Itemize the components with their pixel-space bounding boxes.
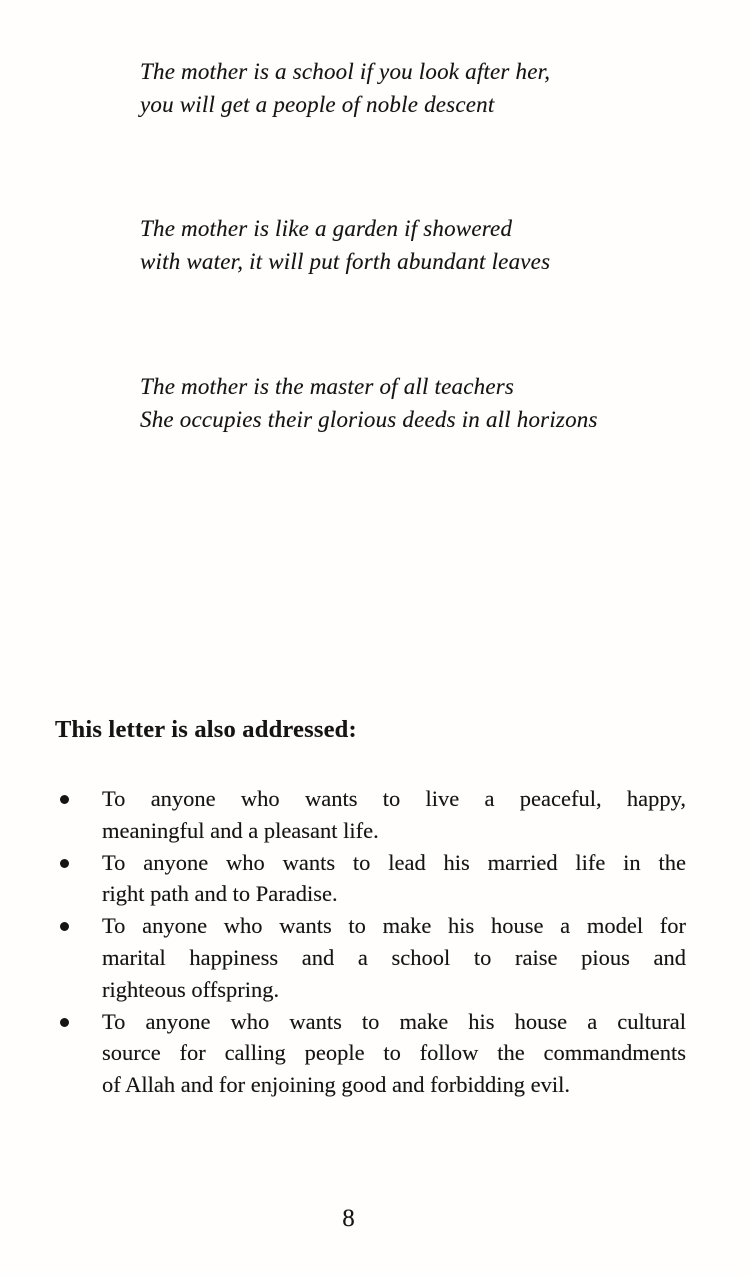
verse-line: with water, it will put forth abundant leaves [140,249,551,274]
bullet-text-line: To anyone who wants to lead his married life in the [102,849,686,875]
verse-couplet-1 [140,55,550,121]
bullet-text-line: To anyone who wants to live a peaceful, happy, [102,786,686,811]
bullet-text-line: meaningful and a pleasant life. [102,817,379,843]
bullet-dot-icon [60,1018,69,1027]
bullet-text-line: To anyone who wants to make his house a model for [102,913,686,939]
bullet-item [55,910,686,1005]
bullet-text-line: righteous offspring. [102,976,280,1002]
bullet-dot-icon [60,922,69,931]
bullet-item [55,847,686,911]
page-number: 8 [342,1205,355,1232]
addressee-bullet-list [55,783,686,1101]
verse-couplet-3 [140,370,598,436]
verse-line: She occupies their glorious deeds in all horizons [140,407,598,432]
bullet-dot-icon [60,795,69,804]
verse-couplet-2 [140,212,550,278]
verse-line: The mother is like a garden if showered [140,216,513,241]
verse-line: The mother is a school if you look after her, [140,59,551,84]
bullet-text-line: of Allah and for enjoining good and forbidding evil. [102,1072,571,1098]
bullet-item [55,1006,686,1101]
bullet-dot-icon [60,859,69,868]
section-heading: This letter is also addressed: [55,716,357,743]
verse-line: The mother is the master of all teachers [140,374,515,399]
bullet-text-line: source for calling people to follow the commandments [102,1040,686,1066]
bullet-text-line: right path and to Paradise. [102,881,338,907]
bullet-text-line: marital happiness and a school to raise pious and [102,944,686,970]
bullet-item [55,783,686,847]
verse-line: you will get a people of noble descent [140,92,495,117]
bullet-text-line: To anyone who wants to make his house a cultural [102,1008,686,1034]
